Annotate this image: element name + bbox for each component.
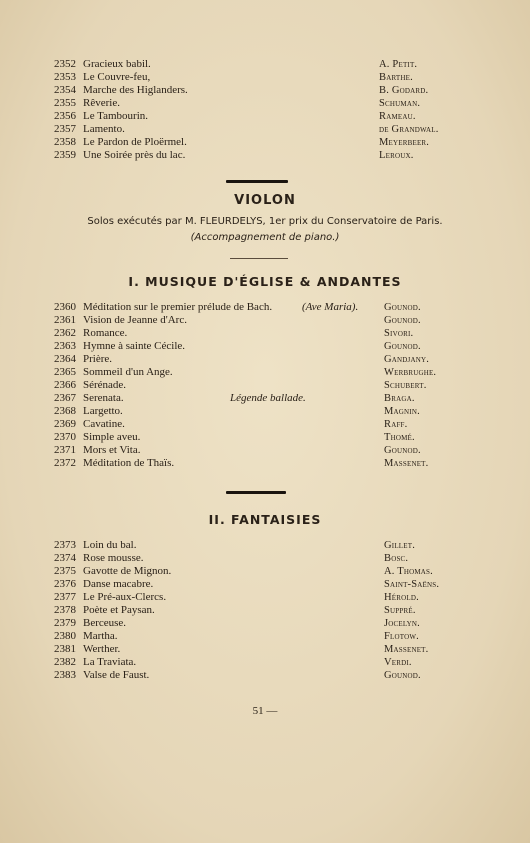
list-item xyxy=(54,405,474,418)
entry-title: La Traviata. xyxy=(83,656,137,668)
entry-composer: A. Petit. xyxy=(379,59,418,70)
entry-number: 2377 xyxy=(54,591,76,603)
list-item xyxy=(54,444,474,457)
entry-title: Le Pardon de Ploërmel. xyxy=(83,136,187,148)
list-item xyxy=(54,149,474,162)
entry-composer: Gounod. xyxy=(384,670,421,681)
entry-title: Le Tambourin. xyxy=(83,110,149,122)
entry-title: Sérénade. xyxy=(83,379,127,391)
entry-composer: Massenet. xyxy=(384,644,429,655)
entry-composer: Rameau. xyxy=(379,111,416,122)
entry-number: 2371 xyxy=(54,444,76,456)
entry-title: Mors et Vita. xyxy=(83,444,141,456)
entry-title: Valse de Faust. xyxy=(83,669,150,681)
entry-number: 2365 xyxy=(54,366,76,378)
entry-title: Gracieux babil. xyxy=(83,58,151,70)
list-item xyxy=(54,418,474,431)
entry-title: Serenata. xyxy=(83,392,124,404)
list-item xyxy=(54,656,474,669)
entry-number: 2372 xyxy=(54,457,76,469)
violon-subtitle: Solos exécutés par M. FLEURDELYS, 1er prix du Conservatoire de Paris. xyxy=(87,216,443,227)
list-item xyxy=(54,340,474,353)
entry-title: Largetto. xyxy=(83,405,123,417)
entry-composer: Leroux. xyxy=(379,150,414,161)
entry-number: 2376 xyxy=(54,578,76,590)
list-item xyxy=(54,136,474,149)
entry-number: 2357 xyxy=(54,123,76,135)
entry-title: Cavatine. xyxy=(83,418,125,430)
entry-composer: Magnin. xyxy=(384,406,420,417)
entry-composer: Jocelyn. xyxy=(384,618,420,629)
entry-composer: Schuman. xyxy=(379,98,421,109)
list-item xyxy=(54,457,474,470)
entry-title: Une Soirée près du lac. xyxy=(83,149,186,161)
entry-composer: Gounod. xyxy=(384,302,421,313)
entry-composer: Gounod. xyxy=(384,341,421,352)
entry-number: 2381 xyxy=(54,643,76,655)
entry-composer: Thomé. xyxy=(384,432,415,443)
list-item xyxy=(54,84,474,97)
entry-title: Sommeil d'un Ange. xyxy=(83,366,173,378)
entry-title: Danse macabre. xyxy=(83,578,154,590)
entry-composer: Gounod. xyxy=(384,315,421,326)
entry-number: 2375 xyxy=(54,565,76,577)
entry-number: 2378 xyxy=(54,604,76,616)
entry-number: 2380 xyxy=(54,630,76,642)
list-item xyxy=(54,327,474,340)
entry-composer: Werbrughe. xyxy=(384,367,437,378)
list-item xyxy=(54,301,474,314)
list-item xyxy=(54,565,474,578)
list-item xyxy=(54,97,474,110)
entry-composer: Verdi. xyxy=(384,657,412,668)
entry-number: 2354 xyxy=(54,84,76,96)
entry-number: 2356 xyxy=(54,110,76,122)
entry-number: 2369 xyxy=(54,418,76,430)
list-item xyxy=(54,604,474,617)
list-item xyxy=(54,392,474,405)
entry-title: Méditation de Thaïs. xyxy=(83,457,175,469)
entry-number: 2364 xyxy=(54,353,76,365)
entry-title: Gavotte de Mignon. xyxy=(83,565,172,577)
divider xyxy=(226,491,286,494)
entry-composer: Raff. xyxy=(384,419,408,430)
entry-composer: Suppré. xyxy=(384,605,416,616)
entry-title: Méditation sur le premier prélude de Bach. xyxy=(83,301,273,313)
entry-number: 2382 xyxy=(54,656,76,668)
entry-title: Simple aveu. xyxy=(83,431,141,443)
entry-number: 2355 xyxy=(54,97,76,109)
entry-title: Prière. xyxy=(83,353,113,365)
entry-title: Rêverie. xyxy=(83,97,120,109)
entry-title: Marche des Higlanders. xyxy=(83,84,188,96)
list-item xyxy=(54,578,474,591)
list-item xyxy=(54,366,474,379)
entry-composer: Bosc. xyxy=(384,553,409,564)
entry-title: Lamento. xyxy=(83,123,125,135)
entry-title: Hymne à sainte Cécile. xyxy=(83,340,186,352)
entry-number: 2370 xyxy=(54,431,76,443)
entry-number: 2362 xyxy=(54,327,76,339)
entry-composer: Braga. xyxy=(384,393,415,404)
entry-composer: B. Godard. xyxy=(379,85,429,96)
entry-title: Le Couvre-feu, xyxy=(83,71,151,83)
entry-number: 2383 xyxy=(54,669,76,681)
entry-number: 2368 xyxy=(54,405,76,417)
list-item xyxy=(54,617,474,630)
entry-title: Martha. xyxy=(83,630,118,642)
entry-title: Rose mousse. xyxy=(83,552,144,564)
entry-composer: A. Thomas. xyxy=(384,566,433,577)
entry-title: Poète et Paysan. xyxy=(83,604,155,616)
entry-composer: Gandjany. xyxy=(384,354,430,365)
entry-composer: Meyerbeer. xyxy=(379,137,430,148)
list-item xyxy=(54,431,474,444)
entry-title: Le Pré-aux-Clercs. xyxy=(83,591,167,603)
entry-title: Romance. xyxy=(83,327,128,339)
entry-number: 2366 xyxy=(54,379,76,391)
list-item xyxy=(54,123,474,136)
entry-number: 2374 xyxy=(54,552,76,564)
entry-composer: Flotow. xyxy=(384,631,420,642)
entry-composer: Schubert. xyxy=(384,380,427,391)
section-heading: II. FANTAISIES xyxy=(208,512,322,527)
list-item xyxy=(54,110,474,123)
list-item xyxy=(54,314,474,327)
entry-title: Loin du bal. xyxy=(83,539,137,551)
list-item xyxy=(54,539,474,552)
accompaniment-note: (Accompagnement de piano.) xyxy=(190,232,340,243)
entry-number: 2367 xyxy=(54,392,76,404)
entry-number: 2363 xyxy=(54,340,76,352)
entry-number: 2379 xyxy=(54,617,76,629)
entry-number: 2373 xyxy=(54,539,76,551)
divider xyxy=(226,180,288,183)
list-item xyxy=(54,353,474,366)
list-item xyxy=(54,630,474,643)
list-item xyxy=(54,669,474,682)
entry-composer: Gillet. xyxy=(384,540,416,551)
list-item xyxy=(54,552,474,565)
entry-number: 2352 xyxy=(54,58,76,70)
entry-composer: Barthe. xyxy=(379,72,413,83)
page-number: 51 — xyxy=(252,705,278,717)
entry-number: 2353 xyxy=(54,71,76,83)
entry-note: Légende ballade. xyxy=(230,392,306,404)
violon-heading: VIOLON xyxy=(234,193,296,208)
divider xyxy=(230,258,288,259)
entry-composer: Saint-Saëns. xyxy=(384,579,440,590)
list-item xyxy=(54,643,474,656)
list-item xyxy=(54,71,474,84)
entry-title: Vision de Jeanne d'Arc. xyxy=(83,314,187,326)
entry-note: (Ave Maria). xyxy=(302,301,359,313)
entry-number: 2359 xyxy=(54,149,76,161)
entry-title: Werther. xyxy=(83,643,121,655)
entry-composer: Gounod. xyxy=(384,445,421,456)
entry-composer: Sivori. xyxy=(384,328,414,339)
list-item xyxy=(54,58,474,71)
list-item xyxy=(54,379,474,392)
entry-title: Berceuse. xyxy=(83,617,127,629)
entry-number: 2358 xyxy=(54,136,76,148)
list-item xyxy=(54,591,474,604)
entry-composer: Massenet. xyxy=(384,458,429,469)
section-heading: I. MUSIQUE D'ÉGLISE & ANDANTES xyxy=(128,274,402,289)
entry-number: 2360 xyxy=(54,301,76,313)
entry-composer: Hérold. xyxy=(384,592,419,603)
entry-composer: de Grandwal. xyxy=(379,124,439,135)
entry-number: 2361 xyxy=(54,314,76,326)
